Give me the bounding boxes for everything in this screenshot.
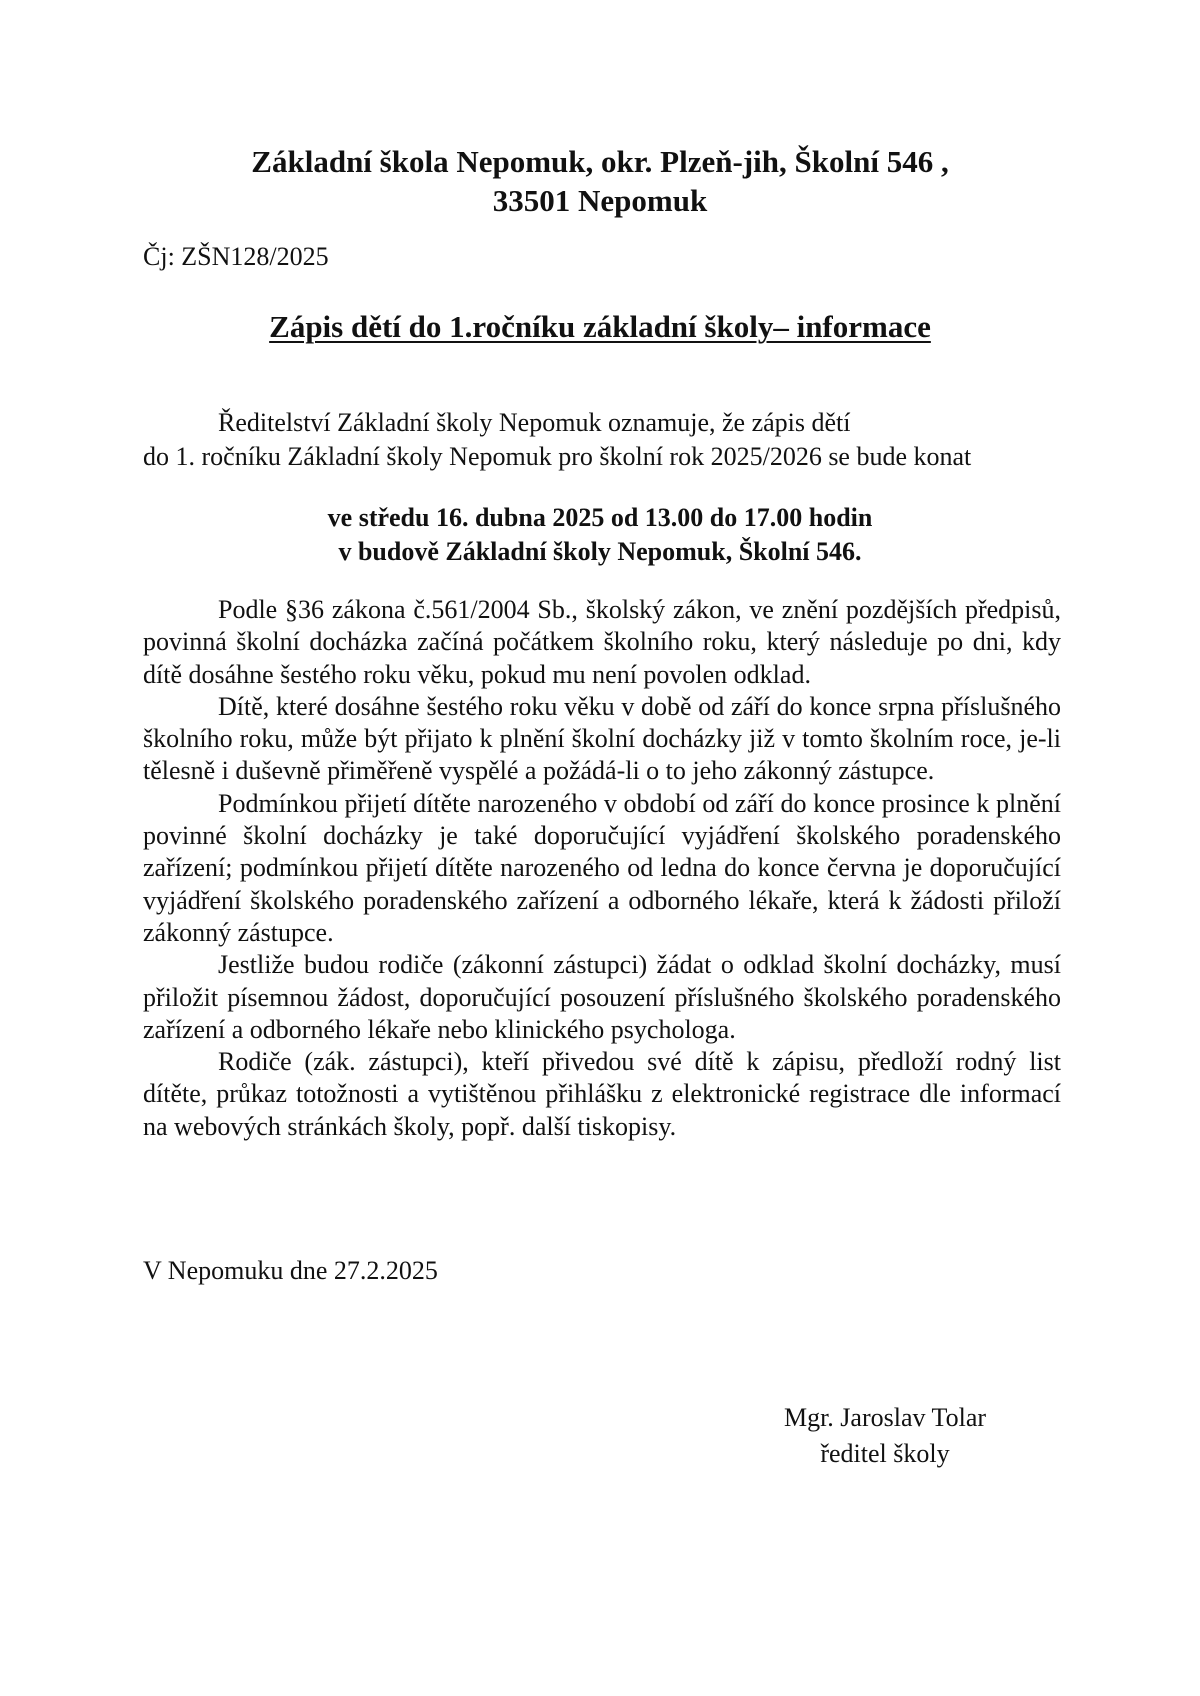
school-header: [140, 142, 1060, 220]
school-address-line: 33501 Nepomuk: [492, 183, 708, 218]
signatory-role: ředitel školy: [820, 1439, 950, 1468]
event-date-time: ve středu 16. dubna 2025 od 13.00 do 17.00 hodin: [327, 503, 873, 532]
document-title: Zápis dětí do 1.ročníku základní školy– informace: [269, 309, 931, 344]
intro-text: [143, 406, 1063, 474]
paragraph: Jestliže budou rodiče (zákonní zástupci) žádat o odklad školní docházky, musí přiložit písemnou žádost, doporučující posouzení příslušného školského poradenského zařízení a odborného lékaře nebo klinického psychologa.: [143, 950, 1061, 1044]
date-line: V Nepomuku dne 27.2.2025: [143, 1256, 438, 1285]
paragraph: Podmínkou přijetí dítěte narozeného v období od září do konce prosince k plnění povinné školní docházky je také doporučující vyjádření školského poradenského zařízení; podmínkou přijetí dítěte narozeného od ledna do konce června je doporučující vyjádření školského poradenského zařízení a odborného lékaře, která k žádosti přiloží zákonný zástupce.: [143, 788, 1061, 947]
paragraph: Rodiče (zák. zástupci), kteří přivedou své dítě k zápisu, předloží rodný list dítěte, průkaz totožnosti a vytištěnou přihlášku z elektronické registrace dle informací na webových stránkách školy, popř. další tiskopisy.: [143, 1047, 1061, 1141]
paragraph: Dítě, které dosáhne šestého roku věku v době od září do konce srpna příslušného školního roku, může být přijato k plnění školní docházky již v tomto školním roce, je-li tělesně i duševně přiměřeně vyspělé a požádá-li o to jeho zákonný zástupce.: [143, 691, 1061, 786]
signatory-name: Mgr. Jaroslav Tolar: [783, 1403, 987, 1432]
event-details: [140, 501, 1060, 569]
event-location: v budově Základní školy Nepomuk, Školní 546.: [338, 537, 862, 566]
reference-number: Čj: ZŠN128/2025: [143, 242, 329, 271]
intro-line-2: do 1. ročníku Základní školy Nepomuk pro školní rok 2025/2026 se bude konat: [143, 442, 972, 471]
school-name-line: Základní škola Nepomuk, okr. Plzeň-jih, Školní 546 ,: [251, 144, 949, 179]
signature-block: [740, 1400, 1030, 1472]
intro-line-1: Ředitelství Základní školy Nepomuk oznamuje, že zápis dětí: [218, 408, 851, 437]
body-text: [143, 594, 1061, 1143]
paragraph: Podle §36 zákona č.561/2004 Sb., školský zákon, ve znění pozdějších předpisů, povinná školní docházka začíná počátkem školního roku, který následuje po dni, kdy dítě dosáhne šestého roku věku, pokud mu není povolen odklad.: [143, 595, 1061, 689]
